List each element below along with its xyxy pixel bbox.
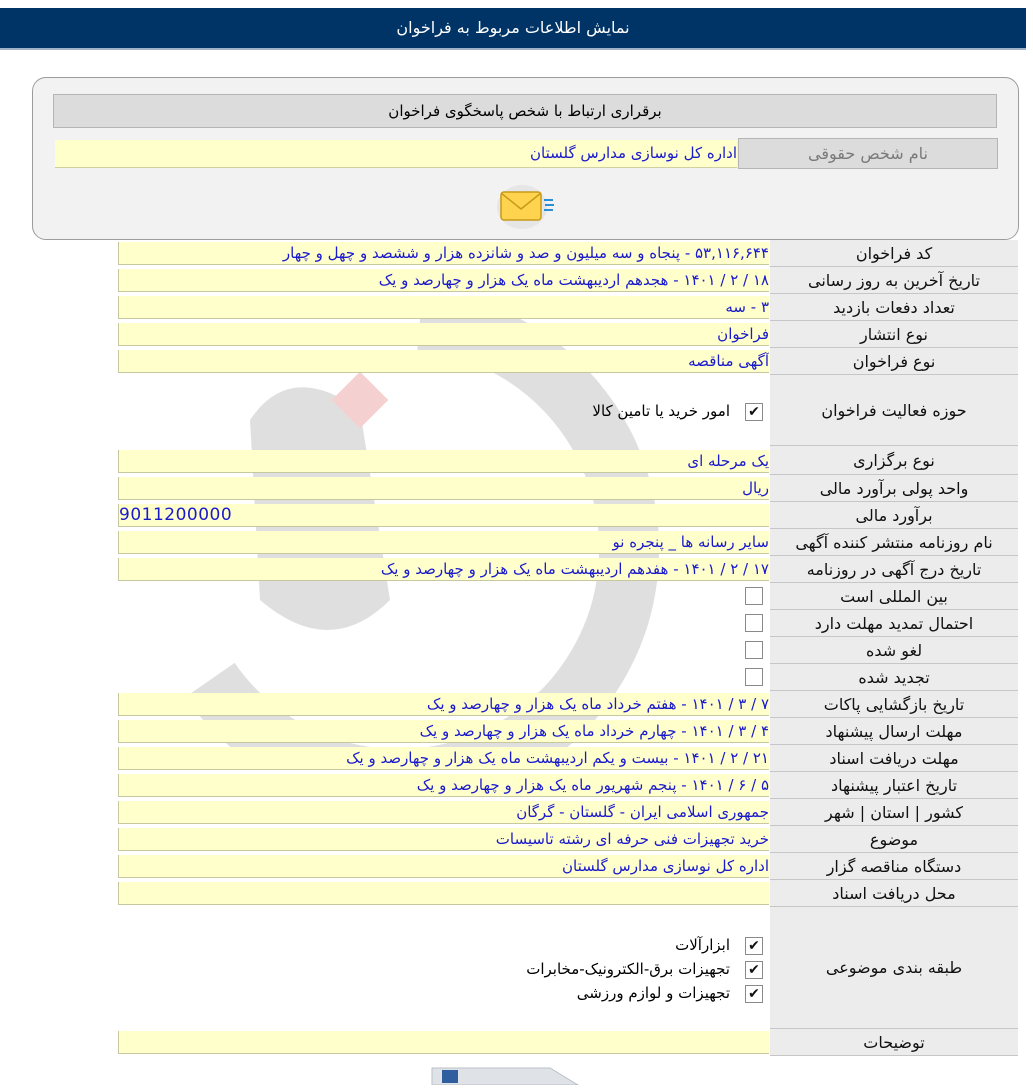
row-visits bbox=[118, 294, 1018, 321]
value-subject: خرید تجهیزات فنی حرفه ای رشته تاسیسات bbox=[118, 828, 769, 851]
page-title: نمایش اطلاعات مربوط به فراخوان bbox=[0, 8, 1026, 50]
row-opening-date bbox=[118, 691, 1018, 718]
international-checkbox[interactable] bbox=[745, 587, 763, 605]
row-publish-type bbox=[118, 321, 1018, 348]
contact-label: نام شخص حقوقی bbox=[738, 138, 998, 169]
row-docs-deadline bbox=[118, 745, 1018, 772]
row-ad-date bbox=[118, 556, 1018, 583]
label-extension: احتمال تمدید مهلت دارد bbox=[770, 610, 1018, 637]
checkmark-icon: ✔ bbox=[748, 938, 760, 954]
label-docs-location: محل دریافت اسناد bbox=[770, 880, 1018, 907]
value-newspaper: سایر رسانه ها _ پنجره نو bbox=[118, 531, 769, 554]
envelope-icon[interactable] bbox=[495, 180, 557, 230]
value-location: جمهوری اسلامی ایران - گلستان - گرگان bbox=[118, 801, 769, 824]
label-validity-date: تاریخ اعتبار پیشنهاد bbox=[770, 772, 1018, 799]
contact-header: برقراری ارتباط با شخص پاسخگوی فراخوان bbox=[53, 94, 997, 128]
label-cancelled: لغو شده bbox=[770, 637, 1018, 664]
category-item-3: تجهیزات و لوازم ورزشی bbox=[576, 984, 730, 1002]
checkmark-icon: ✔ bbox=[748, 962, 760, 978]
value-opening-date: ۷ / ۳ / ۱۴۰۱ - هفتم خرداد ماه یک هزار و چهارصد و یک bbox=[118, 693, 769, 716]
label-international: بین المللی است bbox=[770, 583, 1018, 610]
label-renewed: تجدید شده bbox=[770, 664, 1018, 691]
cancelled-checkbox[interactable] bbox=[745, 641, 763, 659]
label-organizer: دستگاه مناقصه گزار bbox=[770, 853, 1018, 880]
row-submission-deadline bbox=[118, 718, 1018, 745]
row-last-update bbox=[118, 267, 1018, 294]
row-validity-date bbox=[118, 772, 1018, 799]
value-currency: ریال bbox=[118, 477, 769, 500]
value-docs-location bbox=[118, 882, 769, 905]
label-description: توضیحات bbox=[770, 1029, 1018, 1056]
row-cancelled bbox=[118, 637, 1018, 664]
label-visits: تعداد دفعات بازدید bbox=[770, 294, 1018, 321]
value-publish-type: فراخوان bbox=[118, 323, 769, 346]
label-last-update: تاریخ آخرین به روز رسانی bbox=[770, 267, 1018, 294]
label-call-type: نوع فراخوان bbox=[770, 348, 1018, 375]
value-submission-deadline: ۴ / ۳ / ۱۴۰۱ - چهارم خرداد ماه یک هزار و چهارصد و یک bbox=[118, 720, 769, 743]
value-estimate: 9011200000 bbox=[118, 504, 769, 527]
row-subject bbox=[118, 826, 1018, 853]
row-call-type bbox=[118, 348, 1018, 375]
checkmark-icon: ✔ bbox=[748, 404, 760, 420]
value-code: ۵۳,۱۱۶,۶۴۴ - پنجاه و سه میلیون و صد و شانزده هزار و ششصد و چهل و چهار bbox=[118, 242, 769, 265]
row-estimate bbox=[118, 502, 1018, 529]
renewed-checkbox[interactable] bbox=[745, 668, 763, 686]
row-code bbox=[118, 240, 1018, 267]
row-categories bbox=[118, 907, 1018, 1029]
contact-panel bbox=[32, 77, 1019, 240]
row-holding-type bbox=[118, 446, 1018, 475]
label-newspaper: نام روزنامه منتشر کننده آگهی bbox=[770, 529, 1018, 556]
category-checkbox-3[interactable] bbox=[745, 985, 763, 1003]
category-checkbox-1[interactable] bbox=[745, 937, 763, 955]
row-extension bbox=[118, 610, 1018, 637]
activity-checkbox[interactable] bbox=[745, 403, 763, 421]
row-activity bbox=[118, 375, 1018, 446]
row-location bbox=[118, 799, 1018, 826]
value-description bbox=[118, 1031, 769, 1054]
label-code: کد فراخوان bbox=[770, 240, 1018, 267]
row-docs-location bbox=[118, 880, 1018, 907]
label-estimate: برآورد مالی bbox=[770, 502, 1018, 529]
value-visits: ۳ - سه bbox=[118, 296, 769, 319]
label-holding-type: نوع برگزاری bbox=[770, 446, 1018, 475]
value-holding-type: یک مرحله ای bbox=[118, 450, 769, 473]
label-subject: موضوع bbox=[770, 826, 1018, 853]
extension-checkbox[interactable] bbox=[745, 614, 763, 632]
row-organizer bbox=[118, 853, 1018, 880]
category-item-2: تجهیزات برق-الکترونیک-مخابرات bbox=[526, 960, 730, 978]
label-location: کشور | استان | شهر bbox=[770, 799, 1018, 826]
label-currency: واحد پولی برآورد مالی bbox=[770, 475, 1018, 502]
document-icon[interactable] bbox=[430, 1066, 580, 1085]
value-call-type: آگهی مناقصه bbox=[118, 350, 769, 373]
value-last-update: ۱۸ / ۲ / ۱۴۰۱ - هجدهم اردیبهشت ماه یک هزار و چهارصد و یک bbox=[118, 269, 769, 292]
label-opening-date: تاریخ بازگشایی پاکات bbox=[770, 691, 1018, 718]
activity-option: امور خرید یا تامین کالا bbox=[592, 402, 730, 420]
label-ad-date: تاریخ درج آگهی در روزنامه bbox=[770, 556, 1018, 583]
value-ad-date: ۱۷ / ۲ / ۱۴۰۱ - هفدهم اردیبهشت ماه یک هزار و چهارصد و یک bbox=[118, 558, 769, 581]
row-renewed bbox=[118, 664, 1018, 691]
row-description bbox=[118, 1029, 1018, 1056]
value-organizer: اداره کل نوسازی مدارس گلستان bbox=[118, 855, 769, 878]
value-docs-deadline: ۲۱ / ۲ / ۱۴۰۱ - بیست و یکم اردیبهشت ماه یک هزار و چهارصد و یک bbox=[118, 747, 769, 770]
checkmark-icon: ✔ bbox=[748, 986, 760, 1002]
value-validity-date: ۵ / ۶ / ۱۴۰۱ - پنجم شهریور ماه یک هزار و چهارصد و یک bbox=[118, 774, 769, 797]
category-item-1: ابزارآلات bbox=[675, 936, 730, 954]
row-newspaper bbox=[118, 529, 1018, 556]
label-activity: حوزه فعالیت فراخوان bbox=[770, 375, 1018, 446]
label-docs-deadline: مهلت دریافت اسناد bbox=[770, 745, 1018, 772]
label-publish-type: نوع انتشار bbox=[770, 321, 1018, 348]
row-international bbox=[118, 583, 1018, 610]
contact-value: اداره کل نوسازی مدارس گلستان bbox=[55, 140, 737, 168]
category-checkbox-2[interactable] bbox=[745, 961, 763, 979]
label-categories: طبقه بندی موضوعی bbox=[770, 907, 1018, 1029]
row-currency bbox=[118, 475, 1018, 502]
label-submission-deadline: مهلت ارسال پیشنهاد bbox=[770, 718, 1018, 745]
